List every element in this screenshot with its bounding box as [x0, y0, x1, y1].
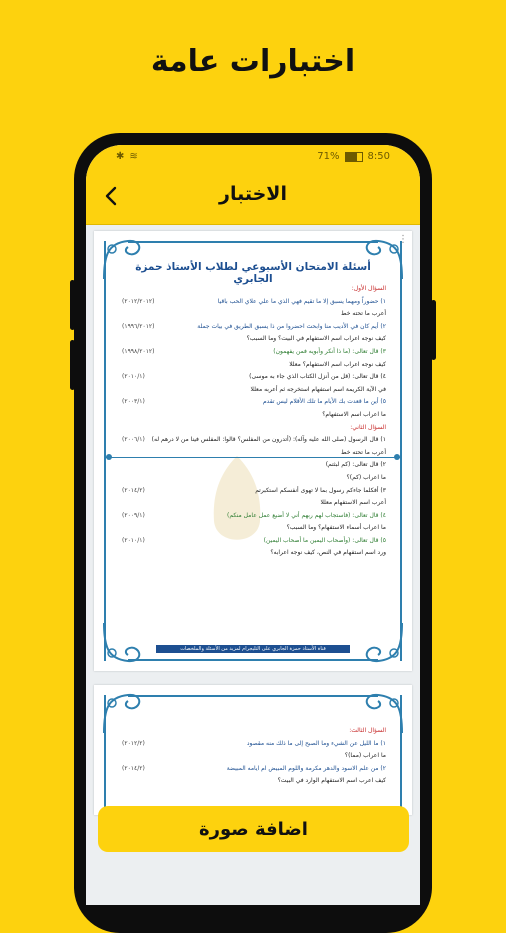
question-line [122, 472, 386, 485]
page-title: الاختبار [219, 183, 287, 205]
question-text: ٥) قال تعالى: (وأصحاب اليمين ما أصحاب اليمين) [263, 536, 386, 544]
question-year-mark: (٢٠١٠/١) [122, 373, 145, 381]
question-line [122, 750, 386, 763]
question-text: ١) قال الرسول (صلى الله عليه وآله): (أتدرون من المفلس؟ قالوا: المفلس فينا من لا درهم له) [151, 436, 386, 444]
question-year-mark: (٢٠١٢/٢٠١٢) [122, 297, 155, 305]
question-text: ما اعراب (مما)؟ [344, 752, 386, 760]
question-line [122, 510, 386, 523]
question-text: في الآية الكريمة اسم استفهام استخرجه ثم أعربه معللا [250, 385, 386, 393]
question-text: ١) حضوراً ومهما يسبق إلا ما تقيم فهي الذي ما علي علاي الحب باقيا [217, 297, 386, 305]
question-line [122, 485, 386, 498]
question-year-mark: (٢٠١٠/١) [122, 536, 145, 544]
question-text: ٢) من علم الاسود والدهر مكرمة واللوم المبيض ام ايامه المبيضة [226, 764, 386, 772]
question-text: ما اعراب (كم)؟ [346, 473, 386, 481]
border-top-line [128, 695, 378, 697]
question-year-mark: (٢٠١٢/٢) [122, 739, 145, 747]
clock: 8:50 [367, 151, 390, 162]
question-text: ورد اسم استفهام في النص، كيف نوجه اعرابه؟ [270, 549, 386, 557]
question-line [122, 725, 386, 738]
question-text: أعرب ما تحته خط [341, 310, 386, 318]
question-year-mark: (٢٠١٤/٢) [122, 764, 145, 772]
question-list-2 [122, 725, 386, 788]
question-line [122, 422, 386, 435]
exam-title: أسئلة الامتحان الأسبوعي لطلاب الأستاذ حمزة الجابري [135, 261, 371, 285]
question-line [122, 738, 386, 751]
ornament-corner-icon [360, 619, 408, 667]
question-year-mark: (٢٠٠٩/١) [122, 511, 145, 519]
question-text: ٥) أين ما قعدت بك الأيام ما تلك الأقلام ليس تقدم [262, 398, 386, 406]
question-line [122, 459, 386, 472]
question-line [122, 333, 386, 346]
question-text: ٤) قال تعالى: (فاستجاب لهم ربهم أني لا أضيع عمل عامل منكم) [227, 511, 386, 519]
question-text: ٢) أيم كان في الأديب منا وابحث احضروا من ذا يسبق الطريق في بيات جملة [197, 322, 386, 330]
question-text: ما اعراب اسم الاستفهام؟ [322, 410, 386, 418]
question-text: كيف اعرب اسم الاستفهام الوارد في البيت؟ [277, 777, 386, 785]
question-year-mark: (٢٠١٤/٢) [122, 486, 145, 494]
exam-page-image-2[interactable] [94, 685, 412, 815]
question-line [122, 775, 386, 788]
question-year-mark: (٢٠٠٣/١) [122, 398, 145, 406]
question-text: كيف نوجه اعراب اسم الاستفهام؟ معللا [289, 360, 386, 368]
wifi-icon: ≋ [129, 151, 138, 162]
question-year-mark: (١٩٩٨/٢٠١٢) [122, 347, 155, 355]
question-line [122, 409, 386, 422]
section-divider [106, 457, 400, 458]
question-line [122, 535, 386, 548]
border-top-line [128, 241, 378, 243]
question-text: كيف نوجه اعراب اسم الاستفهام في البيت؟ وما السبب؟ [246, 335, 386, 343]
question-year-mark: (١٩٩٦/٢٠١٢) [122, 322, 155, 330]
exam-image-viewer[interactable] [86, 225, 420, 905]
question-line [122, 371, 386, 384]
question-text: أعرب اسم الاستفهام معللا [320, 499, 386, 507]
phone-volume-button [70, 280, 75, 330]
question-text: أعرب ما تحته خط [341, 448, 386, 456]
border-bottom-line [128, 659, 378, 661]
question-line [122, 384, 386, 397]
phone-volume-button-2 [70, 340, 75, 390]
question-line [122, 434, 386, 447]
battery-percent: 71% [317, 151, 340, 162]
battery-icon [345, 152, 363, 162]
question-line [122, 763, 386, 776]
question-line [122, 308, 386, 321]
exam-page-image[interactable] [94, 231, 412, 671]
question-line [122, 296, 386, 309]
question-text: السؤال الأول: [351, 285, 386, 292]
question-line [122, 321, 386, 334]
question-year-mark: (٢٠٠٦/١) [122, 436, 145, 444]
footer-banner: قناة الأستاذ حمزة الجابري على التليجرام لمزيد من الأسئلة والملخصات [156, 645, 350, 653]
promo-headline: اختبارات عامة [150, 44, 356, 79]
question-text: ٤) قال تعالى: (قل من أنزل الكتاب الذي جاء به موسى) [249, 373, 386, 381]
question-line [122, 522, 386, 535]
question-text: ٣) أفكلما جاءكم رسول بما لا تهوى أنفسكم استكبرتم [255, 486, 386, 494]
more-vert-icon[interactable]: ⋮ [398, 234, 408, 245]
bluetooth-icon: ✱ [116, 151, 125, 162]
app-bar [86, 169, 420, 225]
question-line [122, 346, 386, 359]
status-bar [86, 145, 420, 169]
ornament-corner-icon [98, 619, 146, 667]
question-line [122, 497, 386, 510]
question-list [122, 283, 386, 560]
question-line [122, 283, 386, 296]
phone-screen [86, 145, 420, 905]
question-text: السؤال الثالث: [349, 727, 386, 734]
question-line [122, 359, 386, 372]
question-text: ٢) قال تعالى: (كم لبثتم) [325, 461, 386, 469]
question-line [122, 547, 386, 560]
question-text: ١) ما الليل عن الشيء وما الصبح إلى ما ذلك منه مقصود [246, 739, 386, 747]
add-image-button[interactable]: اضافة صورة [98, 806, 409, 852]
question-text: السؤال الثاني: [350, 423, 386, 431]
question-text: ٣) قال تعالى: (ما ذا أنكر وأبويه فمن يفهمون) [273, 347, 386, 355]
question-text: ما اعراب أسماء الاستفهام؟ وما السبب؟ [286, 524, 386, 532]
question-line [122, 396, 386, 409]
phone-power-button [431, 300, 436, 360]
